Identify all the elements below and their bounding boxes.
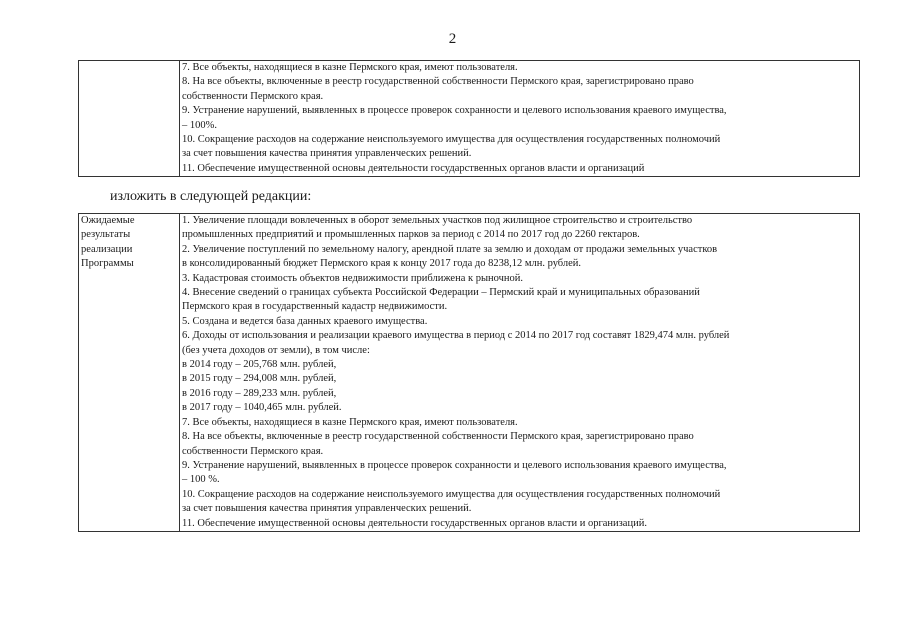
table2-line: за счет повышения качества принятия управленческих решений. [182,503,472,515]
table2-line: промышленных предприятий и промышленных парков за период с 2014 по 2017 год до 2260 гектаров. [182,229,640,241]
table2-line: (без учета доходов от земли), в том числе: [182,344,370,356]
table2-line: 8. На все объекты, включенные в реестр государственной собственности Пермского края, зарегистрировано право [182,431,694,443]
table2-line: 7. Все объекты, находящиеся в казне Пермского края, имеют пользователя. [182,416,518,428]
table2-line: в 2016 году – 289,233 млн. рублей, [182,387,337,399]
table2-line: 3. Кадастровая стоимость объектов недвижимости приближена к рыночной. [182,272,524,284]
table2-label-cell [79,214,180,532]
table2-line: в 2014 году – 205,768 млн. рублей, [182,359,337,371]
table1-label-cell [79,61,180,177]
table1-line: – 100%. [182,119,217,131]
table2-line: собственности Пермского края. [182,445,324,457]
table2-label-line: Ожидаемые [81,215,135,226]
table2-line: 10. Сокращение расходов на содержание неиспользуемого имущества для осуществления государственных полномочий [182,488,721,500]
table2-line: 9. Устранение нарушений, выявленных в процессе проверок сохранности и целевого использования краевого имущества, [182,459,727,471]
table1-line: 11. Обеспечение имущественной основы деятельности государственных органов власти и организаций [182,162,645,174]
previous-text-table [78,60,860,177]
table2-line: 6. Доходы от использования и реализации краевого имущества в период с 2014 по 2017 год составят 1829,474 млн. рублей [182,330,730,342]
page-number: 2 [448,31,457,47]
table-row [79,214,860,532]
table2-line: в 2017 году – 1040,465 млн. рублей. [182,402,342,414]
table2-line: в консолидированный бюджет Пермского края к концу 2017 года до 8238,12 млн. рублей. [182,258,582,270]
intro-text: изложить в следующей редакции: [110,189,312,204]
table1-line: 8. На все объекты, включенные в реестр государственной собственности Пермского края, зарегистрировано право [182,76,694,88]
table-row [79,61,860,177]
table2-line: 5. Создана и ведется база данных краевого имущества. [182,315,428,327]
table2-label-line: Программы [81,258,134,270]
table2-label-line: реализации [81,243,133,255]
table2-line: 2. Увеличение поступлений по земельному налогу, арендной плате за землю и доходам от продажи земельных участков [182,243,718,255]
table2-line: 11. Обеспечение имущественной основы деятельности государственных органов власти и организаций. [182,517,647,529]
table1-content-cell [180,61,860,177]
table2-line: в 2015 году – 294,008 млн. рублей, [182,373,337,385]
table2-line: – 100 %. [182,474,220,486]
table1-line: 7. Все объекты, находящиеся в казне Пермского края, имеют пользователя. [182,62,518,73]
table2-label-line: результаты [81,229,131,241]
table2-line: 1. Увеличение площади вовлеченных в оборот земельных участков под жилищное строительство и строительство [182,215,693,226]
table1-line: за счет повышения качества принятия управленческих решений. [182,148,472,160]
table1-line: 9. Устранение нарушений, выявленных в процессе проверок сохранности и целевого использования краевого имущества, [182,105,727,117]
table1-line: собственности Пермского края. [182,90,324,102]
table1-line: 10. Сокращение расходов на содержание неиспользуемого имущества для осуществления государственных полномочий [182,134,721,146]
table2-content-cell [180,214,860,532]
table2-line: Пермского края в государственный кадастр недвижимости. [182,301,448,313]
new-text-table [78,213,860,532]
table2-line: 4. Внесение сведений о границах субъекта Российской Федерации – Пермский край и муниципальных образований [182,287,700,299]
